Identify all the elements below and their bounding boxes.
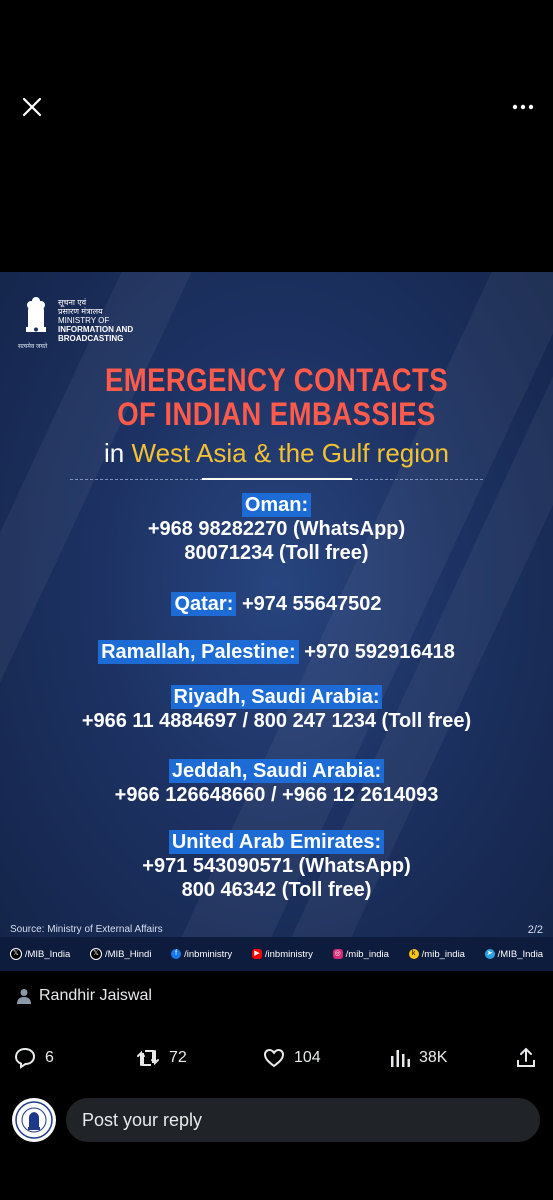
social-handle-text: /mib_india xyxy=(345,948,389,960)
contact-number: 80071234 (Toll free) xyxy=(184,542,369,564)
kooapp-icon: k xyxy=(409,949,419,959)
contact-number: +968 98282270 (WhatsApp) xyxy=(147,518,406,540)
contact-number: +974 55647502 xyxy=(241,593,382,615)
poster-title-line1: EMERGENCY CONTACTS xyxy=(104,362,449,398)
repost-count: 72 xyxy=(169,1049,187,1066)
more-options-icon[interactable] xyxy=(509,95,537,119)
person-icon xyxy=(17,988,31,1004)
repost-button[interactable] xyxy=(135,1046,187,1070)
social-handle xyxy=(10,948,70,960)
ministry-line3: BROADCASTING xyxy=(58,334,124,343)
reply-input[interactable] xyxy=(66,1098,540,1142)
contact-number: 800 46342 (Toll free) xyxy=(181,879,372,901)
share-icon xyxy=(514,1046,538,1070)
contact-oman xyxy=(0,493,553,565)
like-count: 104 xyxy=(294,1049,321,1066)
avatar[interactable] xyxy=(12,1098,56,1142)
reply-button[interactable] xyxy=(13,1046,54,1070)
ministry-hindi-line2: प्रसारण मंत्रालय xyxy=(58,307,103,316)
contact-label: Qatar: xyxy=(171,592,236,616)
youtube-icon: ▶ xyxy=(252,949,262,959)
contact-number: +966 126648660 / +966 12 2614093 xyxy=(114,784,439,806)
contact-label: Jeddah, Saudi Arabia: xyxy=(169,759,384,783)
ministry-line1: MINISTRY OF xyxy=(58,316,110,325)
social-handle xyxy=(90,948,151,960)
subtitle-region: West Asia & the Gulf region xyxy=(131,438,449,468)
avatar-emblem-icon xyxy=(14,1100,54,1140)
instagram-icon: ◎ xyxy=(334,950,341,957)
views-button[interactable] xyxy=(389,1046,447,1070)
social-handle xyxy=(409,949,465,960)
close-icon[interactable] xyxy=(20,95,44,119)
social-handle xyxy=(252,949,313,960)
contact-label: Riyadh, Saudi Arabia: xyxy=(171,685,383,709)
source-note: Source: Ministry of External Affairs xyxy=(10,924,163,935)
contact-label: Ramallah, Palestine: xyxy=(98,640,299,664)
contact-label: United Arab Emirates: xyxy=(169,830,384,854)
social-handle-text: /inbministry xyxy=(264,948,313,960)
poster-subtitle xyxy=(0,438,553,469)
tweet-actions xyxy=(0,1046,553,1076)
reply-placeholder: Post your reply xyxy=(82,1109,203,1130)
social-handle-text: /MIB_India xyxy=(24,948,71,960)
share-button[interactable] xyxy=(514,1046,538,1070)
ministry-hindi-line1: सूचना एवं xyxy=(58,298,87,307)
contact-qatar xyxy=(0,592,553,616)
facebook-icon: f xyxy=(171,949,181,959)
national-emblem-icon xyxy=(20,293,52,343)
contact-jeddah xyxy=(0,759,553,807)
ministry-wordmark xyxy=(58,298,133,343)
contact-uae xyxy=(0,830,553,902)
view-count: 38K xyxy=(419,1049,448,1066)
credit-name: Randhir Jaiswal xyxy=(39,987,152,1004)
social-handles-bar xyxy=(0,937,553,971)
contact-ramallah xyxy=(0,640,553,664)
subtitle-in: in xyxy=(104,438,125,468)
repost-icon xyxy=(135,1046,161,1070)
emblem-motto: सत्यमेव जयते xyxy=(18,344,48,350)
post-image[interactable] xyxy=(0,272,553,965)
social-handle xyxy=(485,949,543,960)
divider-solid xyxy=(202,478,352,480)
x-icon: 𝕏 xyxy=(10,948,22,960)
analytics-icon xyxy=(389,1046,411,1070)
ministry-line2: INFORMATION AND xyxy=(58,325,134,334)
contact-number: +966 11 4884697 / 800 247 1234 (Toll free) xyxy=(81,710,472,732)
social-handle-text: /mib_india xyxy=(421,948,465,960)
contact-label: Oman: xyxy=(242,493,311,517)
contact-number: +971 543090571 (WhatsApp) xyxy=(142,855,411,877)
reply-composer xyxy=(0,1098,553,1144)
social-handle xyxy=(171,949,232,960)
top-bar xyxy=(0,0,553,272)
contact-riyadh xyxy=(0,685,553,733)
poster-title-line2: OF INDIAN EMBASSIES xyxy=(117,396,436,432)
image-credit[interactable] xyxy=(17,987,152,1005)
page-indicator: 2/2 xyxy=(527,924,543,936)
reply-count: 6 xyxy=(45,1049,54,1066)
telegram-icon: ➤ xyxy=(485,949,495,959)
social-handle-text: /MIB_India xyxy=(497,948,544,960)
x-icon: 𝕏 xyxy=(90,948,102,960)
like-button[interactable] xyxy=(262,1046,321,1070)
social-handle-text: /inbministry xyxy=(184,948,233,960)
social-handle xyxy=(333,949,389,960)
heart-icon xyxy=(262,1046,286,1070)
contact-number: +970 592916418 xyxy=(304,641,455,663)
reply-icon xyxy=(13,1046,37,1070)
social-handle-text: /MIB_Hindi xyxy=(104,948,152,960)
